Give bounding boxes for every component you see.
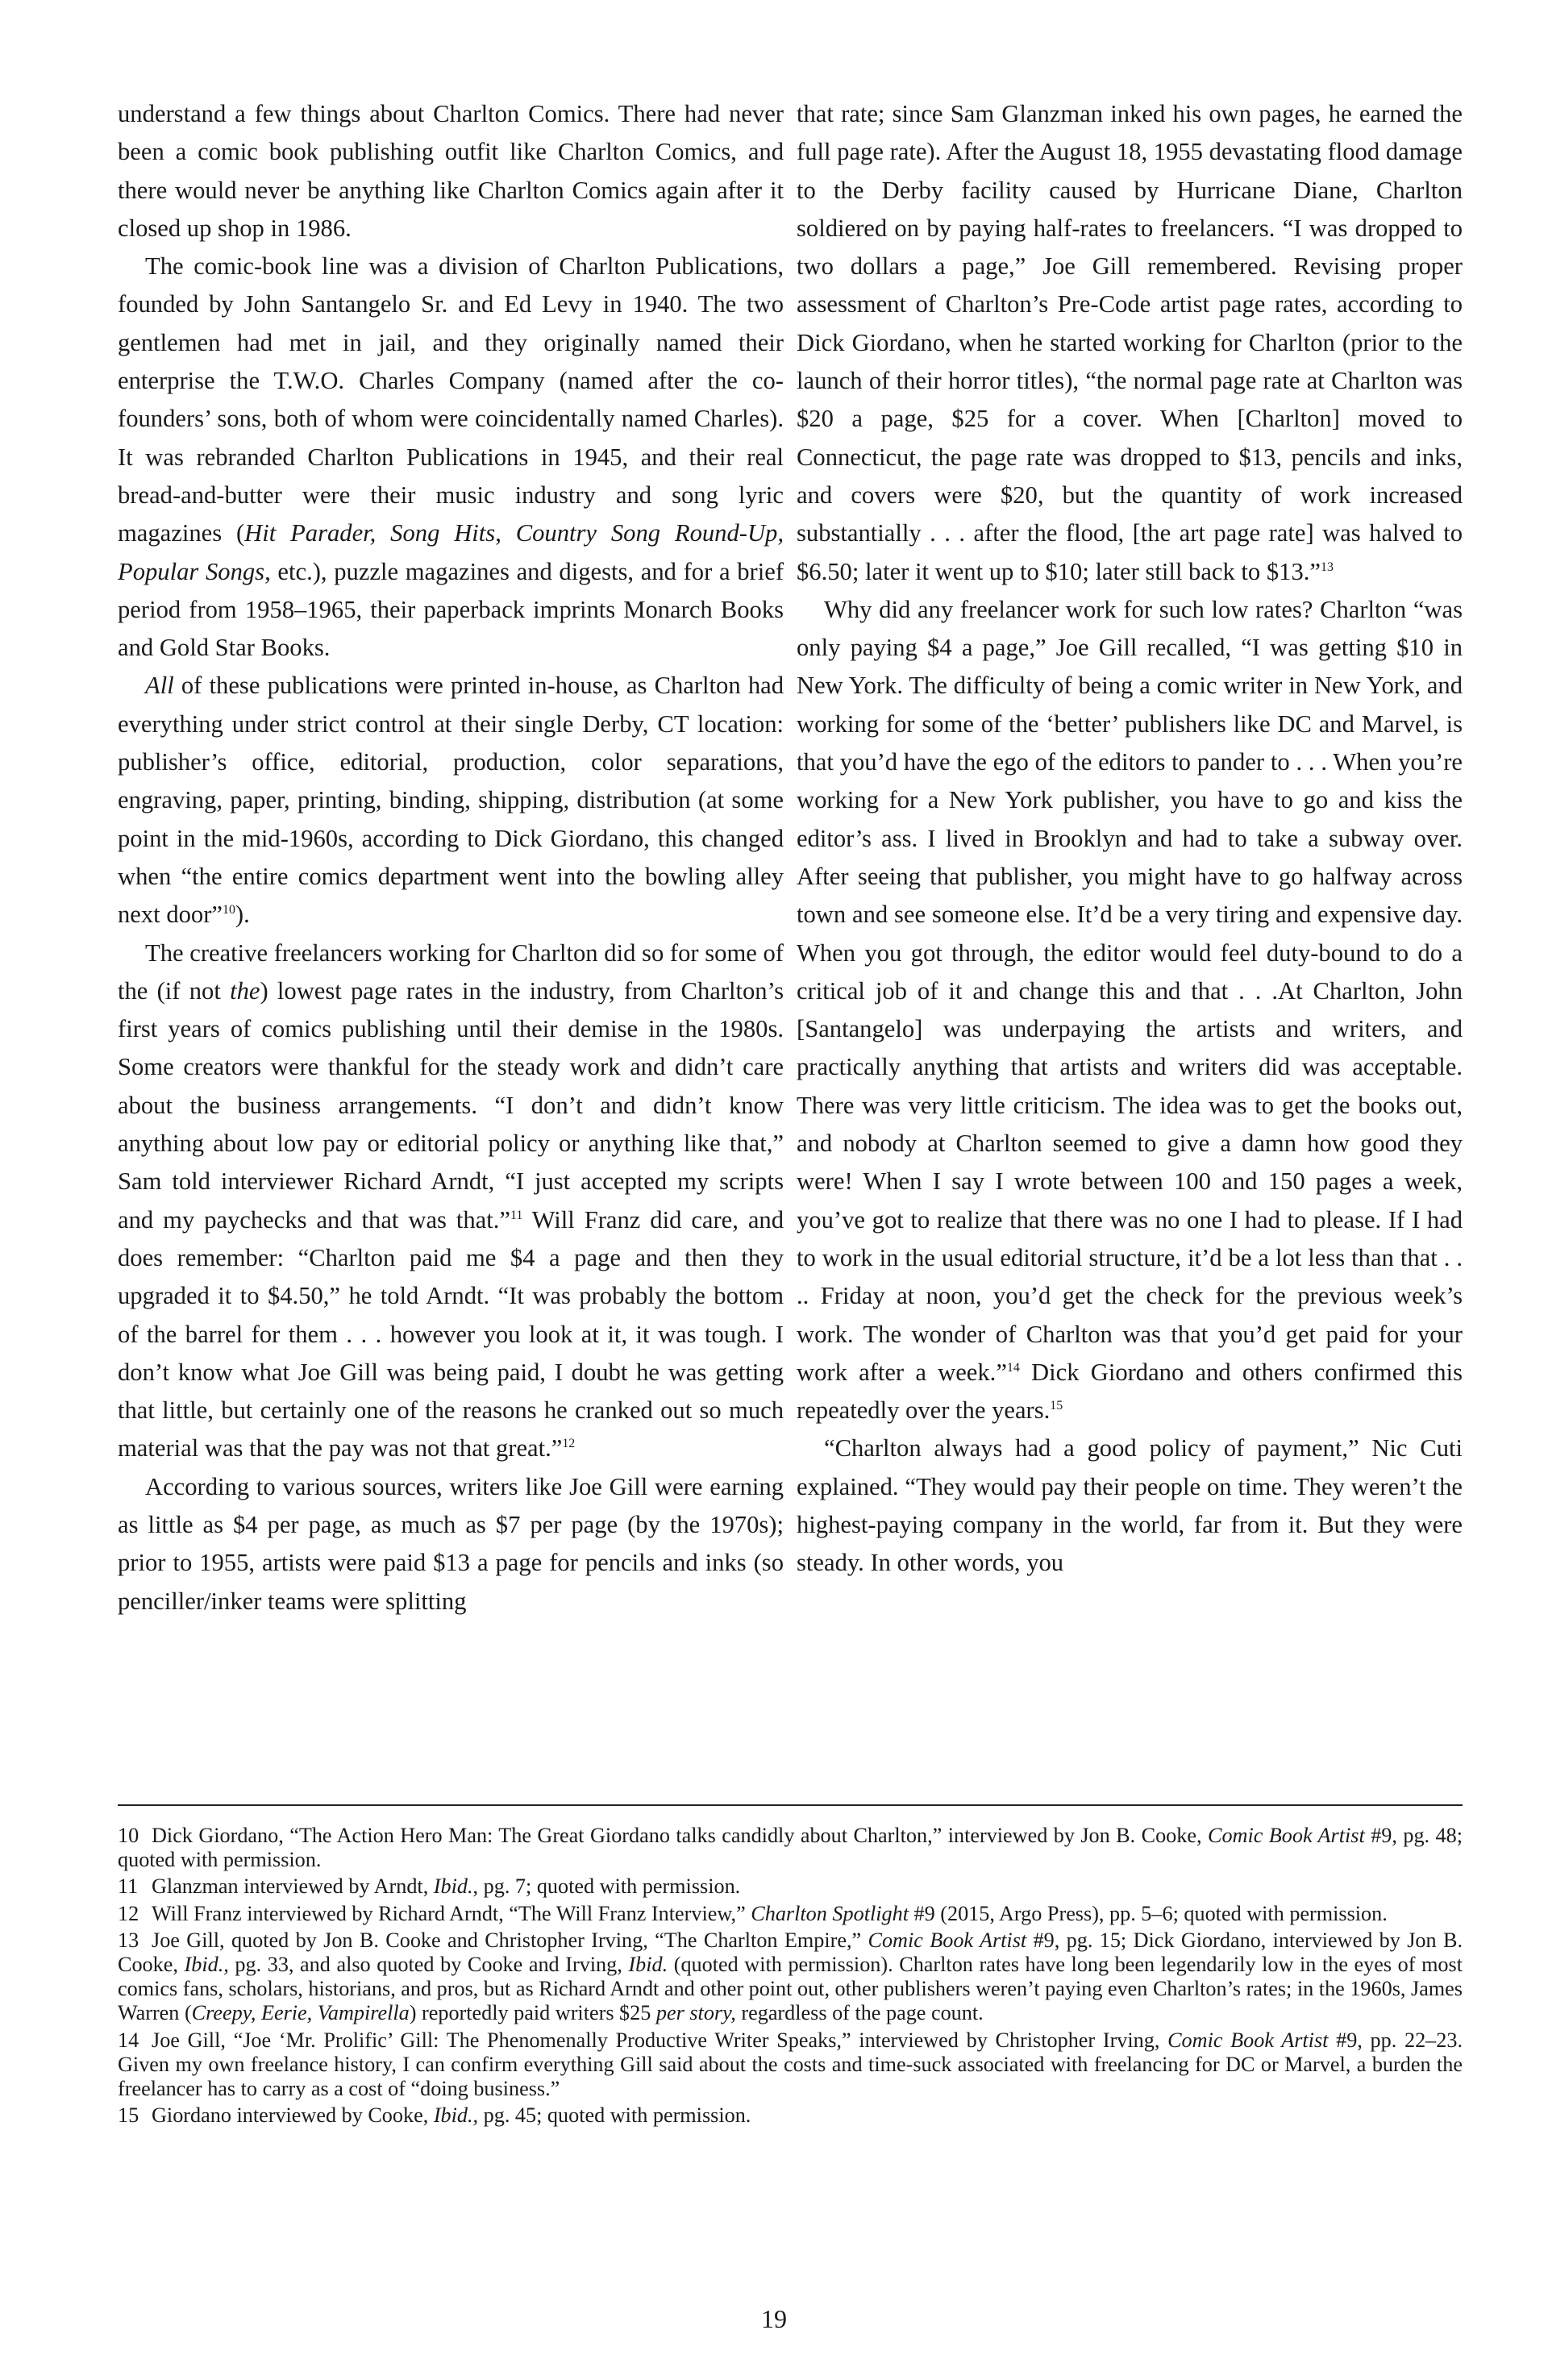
footnote-text: Giordano interviewed by Cooke, Ibid., pg. 45; quoted with permission.	[152, 2103, 751, 2128]
paragraph: The comic-book line was a division of Charlton Publications, founded by John Santangelo Sr. and Ed Levy in 1940. The two gentlemen had met in jail, and they originally named their enterprise the T.W.O. Charles Company (named after the co-founders’ sons, both of whom were coincidentally named Charles). It was rebranded Charlton Publications in 1945, and their real bread-and-butter were their music industry and song lyric magazines (Hit Parader, Song Hits, Country Song Round-Up, Popular Songs, etc.), puzzle magazines and digests, and for a brief period from 1958–1965, their paperback imprints Monarch Books and Gold Star Books.	[118, 252, 784, 662]
footnote-text: Glanzman interviewed by Arndt, Ibid., pg. 7; quoted with permission.	[152, 1874, 741, 1899]
right-column	[797, 95, 1463, 1583]
paragraph: According to various sources, writers like Joe Gill were earning as little as $4 per page, as much as $7 per page (by the 1970s); prior to 1955, artists were paid $13 a page for pencils and inks (so penciller/inker teams were splitting	[118, 1472, 784, 1615]
footnote	[118, 1902, 1463, 1926]
footnote-text: Dick Giordano, “The Action Hero Man: The Great Giordano talks candidly about Charlton,” interviewed by Jon B. Cooke, Comic Book Artist #9, pg. 48; quoted with permission.	[118, 1824, 1463, 1872]
footnote	[118, 1929, 1463, 2026]
footnote-text: Joe Gill, quoted by Jon B. Cooke and Christopher Irving, “The Charlton Empire,” Comic Book Artist #9, pg. 15; Dick Giordano, interviewed by Jon B. Cooke, Ibid., pg. 33, and also quoted by Cooke and Irving, Ibid. (quoted with permission). Charlton rates have long been legendarily low in the eyes of most comics fans, scholars, historians, and pros, but as Richard Arndt and other point out, other publishers weren’t paying even Charlton’s rates; in the 1960s, James Warren (Creepy, Eerie, Vampirella) reportedly paid writers $25 per story, regardless of the page count.	[118, 1928, 1463, 2025]
paragraph: understand a few things about Charlton Comics. There had never been a comic book publishing outfit like Charlton Comics, and there would never be anything like Charlton Comics again after it closed up shop in 1986.	[118, 100, 784, 242]
footnotes	[118, 1824, 1463, 2130]
footnote	[118, 2028, 1463, 2102]
paragraph: Why did any freelancer work for such low rates? Charlton “was only paying $4 a page,” Joe Gill recalled, “I was getting $10 in New York. The difficulty of being a comic writer in New York, and working for some of the ‘better’ publishers like DC and Marvel, is that you’d have the ego of the editors to pander to . . . When you’re working for a New York publisher, you have to go and kiss the editor’s ass. I lived in Brooklyn and had to take a subway over. After seeing that publisher, you might have to go halfway across town and see someone else. It’d be a very tiring and expensive day. When you got through, the editor would feel duty-bound to do a critical job of it and change this and that . . .At Charlton, John [Santangelo] was underpaying the artists and writers, and practically anything that artists and writers did was acceptable. There was very little criticism. The idea was to get the books out, and nobody at Charlton seemed to give a damn how good they were! When I say I wrote between 100 and 150 pages a week, you’ve got to realize that there was no one I had to please. If I had to work in the usual editorial structure, it’d be a lot less than that . . .. Friday at noon, you’d get the check for the previous week’s work. The wonder of Charlton was that you’d get paid for your work after a week.”$^{14}$ Dick Giordano and others confirmed this repeatedly over the years.$^{15}$	[797, 595, 1463, 1425]
footnote-number: 13	[118, 1928, 139, 1952]
footnote-number: 11	[118, 1874, 139, 1899]
paragraph: All of these publications were printed in-house, as Charlton had everything under strict control at their single Derby, CT location: publisher’s office, editorial, production, color separations, engraving, paper, printing, binding, shipping, distribution (at some point in the mid-1960s, according to Dick Giordano, this changed when “the entire comics department went into the bowling alley next door”$^{10}$).	[118, 672, 784, 929]
footnote-text: Joe Gill, “Joe ‘Mr. Prolific’ Gill: The Phenomenally Productive Writer Speaks,” interviewed by Christopher Irving, Comic Book Artist #9, pp. 22–23. Given my own freelance history, I can confirm everything Gill said about the costs and time-suck associated with freelancing for DC or Marvel, a burden the freelancer has to carry as a cost of “doing business.”	[118, 2028, 1463, 2101]
footnote-text: Will Franz interviewed by Richard Arndt, “The Will Franz Interview,” Charlton Spotlight #9 (2015, Argo Press), pp. 5–6; quoted with permission.	[152, 1901, 1388, 1925]
page-number: 19	[761, 2304, 787, 2333]
footnote-number: 10	[118, 1824, 139, 1847]
footnote-number: 15	[118, 2103, 139, 2128]
paragraph: that rate; since Sam Glanzman inked his own pages, he earned the full page rate). After the August 18, 1955 devastating flood damage to the Derby facility caused by Hurricane Diane, Charlton soldiered on by paying half-rates to freelancers. “I was dropped to two dollars a page,” Joe Gill remembered. Revising proper assessment of Charlton’s Pre-Code artist page rates, according to Dick Giordano, when he started working for Charlton (prior to the launch of their horror titles), “the normal page rate at Charlton was $20 a page, $25 for a cover. When [Charlton] moved to Connecticut, the page rate was dropped to $13, pencils and inks, and covers were $20, but the quantity of work increased substantially . . . after the flood, [the art page rate] was halved to $6.50; later it went up to $10; later still back to $13.”$^{13}$	[797, 100, 1463, 585]
paragraph: The creative freelancers working for Charlton did so for some of the (if not the) lowest page rates in the industry, from Charlton’s first years of comics publishing until their demise in the 1980s. Some creators were thankful for the steady work and didn’t care about the business arrangements. “I don’t and didn’t know anything about low pay or editorial policy or anything like that,” Sam told interviewer Richard Arndt, “I just accepted my scripts and my paychecks and that was that.”$^{11}$ Will Franz did care, and does remember: “Charlton paid me $4 a page and then they upgraded it to $4.50,” he told Arndt. “It was probably the bottom of the barrel for them . . . however you look at it, it was tough. I don’t know what Joe Gill was being paid, I doubt he was getting that little, but certainly one of the reasons he cranked out so much material was that the pay was not that great.”$^{12}$	[118, 938, 784, 1463]
footnote	[118, 1824, 1463, 1872]
left-column	[118, 95, 784, 1621]
footnote-number: 14	[118, 2028, 139, 2052]
footnote	[118, 1874, 1463, 1899]
paragraph: “Charlton always had a good policy of payment,” Nic Cuti explained. “They would pay their people on time. They weren’t the highest-paying company in the world, far from it. But they were steady. In other words, you	[797, 1434, 1463, 1577]
footnote-number: 12	[118, 1901, 139, 1925]
footnote-divider	[118, 1804, 1463, 1806]
footnote	[118, 2103, 1463, 2128]
